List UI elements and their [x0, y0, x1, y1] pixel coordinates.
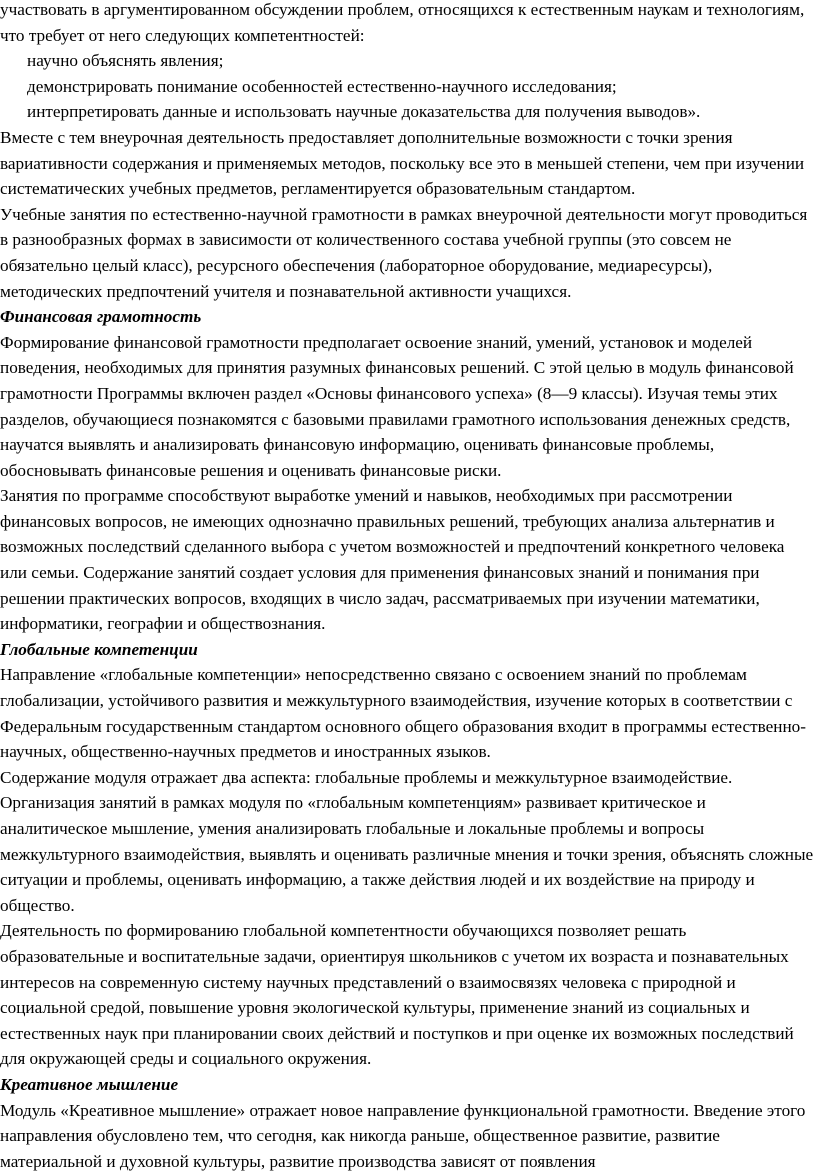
list-item-interpret-data: интерпретировать данные и использовать научные доказательства для получения выводов».	[27, 102, 701, 122]
paragraph-global-content: Содержание модуля отражает два аспекта: глобальные проблемы и межкультурное взаимодействие. Организация занятий в рамках модуля по «глобальным компетенциям» развивает критическое и аналитическое мышление, умения анализировать глобальные и локальные проблемы и вопросы межкультурного взаимодействия, выявлять и оценивать различные мнения и точки зрения, объяснять сложные ситуации и проблемы, оценивать информацию, а также действия людей и их воздействие на природу и общество.	[0, 767, 814, 915]
list-item-understand-research: демонстрировать понимание особенностей естественно-научного исследования;	[27, 76, 617, 96]
heading-creative-thinking: Креативное мышление	[0, 1074, 179, 1094]
paragraph-financial-formation: Формирование финансовой грамотности предполагает освоение знаний, умений, установок и моделей поведения, необходимых для принятия разумных финансовых решений. С этой целью в модуль финансовой грамотности Программы включен раздел «Основы финансового успеха» (8—9 классы). Изучая темы этих разделов, обучающиеся познакомятся с базовыми правилами грамотного использования денежных средств, научатся выявлять и анализировать финансовую информацию, оценивать финансовые проблемы, обосновывать финансовые решения и оценивать финансовые риски.	[0, 332, 794, 480]
heading-financial-literacy: Финансовая грамотность	[0, 307, 202, 327]
paragraph-financial-classes: Занятия по программе способствуют выработке умений и навыков, необходимых при рассмотрении финансовых вопросов, не имеющих однозначно правильных решений, требующих анализа альтернатив и возможных последствий сделанного выбора с учетом возможностей и предпочтений конкретного человека или семьи. Содержание занятий создает условия для применения финансовых знаний и понимания при решении практических вопросов, входящих в число задач, рассматриваемых при изучении математики, информатики, географии и обществознания.	[0, 486, 785, 634]
paragraph-extracurricular: Вместе с тем внеурочная деятельность предоставляет дополнительные возможности с точки зрения вариативности содержания и применяемых методов, поскольку все это в меньшей степени, чем при изучении систематических учебных предметов, регламентируется образовательным стандартом.	[0, 127, 805, 199]
paragraph-global-activity: Деятельность по формированию глобальной компетентности обучающихся позволяет решать образовательные и воспитательные задачи, ориентируя школьников с учетом их возраста и познавательных интересов на современную систему научных представлений о взаимосвязях человека с природной и социальной средой, повышение уровня экологической культуры, применение знаний из социальных и естественных наук при планировании своих действий и поступков и при оценке их возможных последствий для окружающей среды и социального окружения.	[0, 921, 794, 1069]
paragraph-global-direction: Направление «глобальные компетенции» непосредственно связано с освоением знаний по проблемам глобализации, устойчивого развития и межкультурного взаимодействия, изучение которых в соответствии с Федеральным государственным стандартом основного общего образования входит в программы естественно-научных, общественно-научных предметов и иностранных языков.	[0, 665, 806, 762]
heading-global-competencies: Глобальные компетенции	[0, 639, 198, 659]
list-item-explain-phenomena: научно объяснять явления;	[27, 51, 224, 71]
paragraph-creative-module: Модуль «Креативное мышление» отражает новое направление функциональной грамотности. Введение этого направления обусловлено тем, что сегодня, как никогда раньше, общественное развитие, развитие материальной и духовной культуры, развитие производства зависят от появления	[0, 1100, 806, 1171]
paragraph-science-lessons: Учебные занятия по естественно-научной грамотности в рамках внеурочной деятельности могут проводиться в разнообразных формах в зависимости от количественного состава учебной группы (это совсем не обязательно целый класс), ресурсного обеспечения (лабораторное оборудование, медиаресурсы), методических предпочтений учителя и познавательной активности учащихся.	[0, 204, 808, 301]
paragraph-intro-continued: участвовать в аргументированном обсуждении проблем, относящихся к естественным наукам и технологиям, что требует от него следующих компетентностей:	[0, 0, 805, 45]
